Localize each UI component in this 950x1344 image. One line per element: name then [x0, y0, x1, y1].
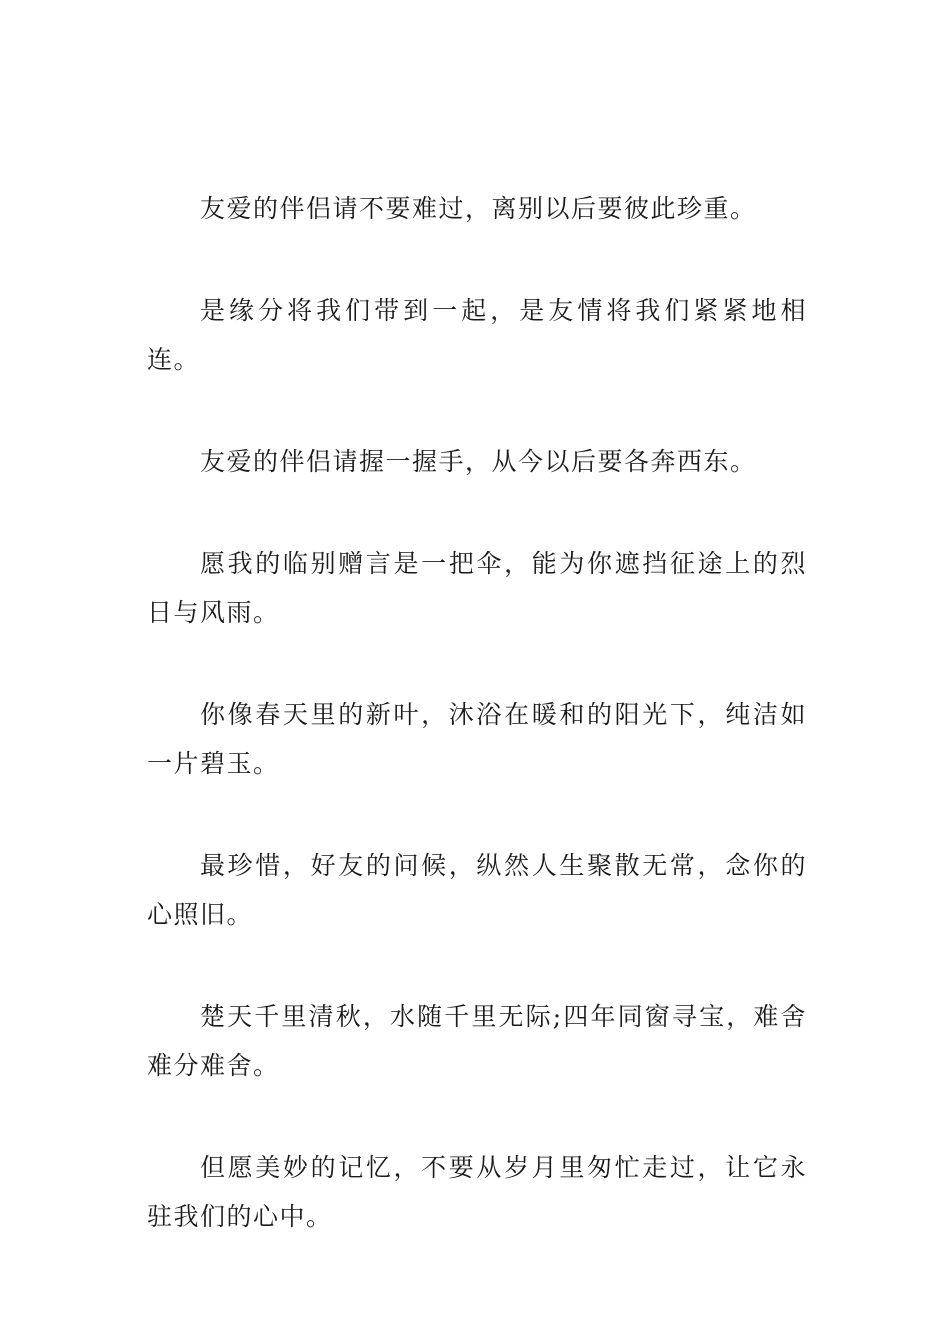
paragraph-7: 楚天千里清秋，水随千里无际;四年同窗寻宝，难舍难分难舍。 [147, 1002, 807, 1080]
paragraph-2: 是缘分将我们带到一起，是友情将我们紧紧地相连。 [147, 296, 807, 374]
paragraph-6: 最珍惜，好友的问候，纵然人生聚散无常，念你的心照旧。 [147, 851, 807, 929]
paragraph-5: 你像春天里的新叶，沐浴在暖和的阳光下，纯洁如一片碧玉。 [147, 700, 807, 778]
document-body [147, 184, 807, 1294]
paragraph-8: 但愿美妙的记忆，不要从岁月里匆忙走过，让它永驻我们的心中。 [147, 1153, 807, 1231]
paragraph-1: 友爱的伴侣请不要难过，离别以后要彼此珍重。 [200, 194, 757, 223]
paragraph-4: 愿我的临别赠言是一把伞，能为你遮挡征途上的烈日与风雨。 [147, 549, 807, 627]
paragraph-3: 友爱的伴侣请握一握手，从今以后要各奔西东。 [200, 447, 757, 476]
